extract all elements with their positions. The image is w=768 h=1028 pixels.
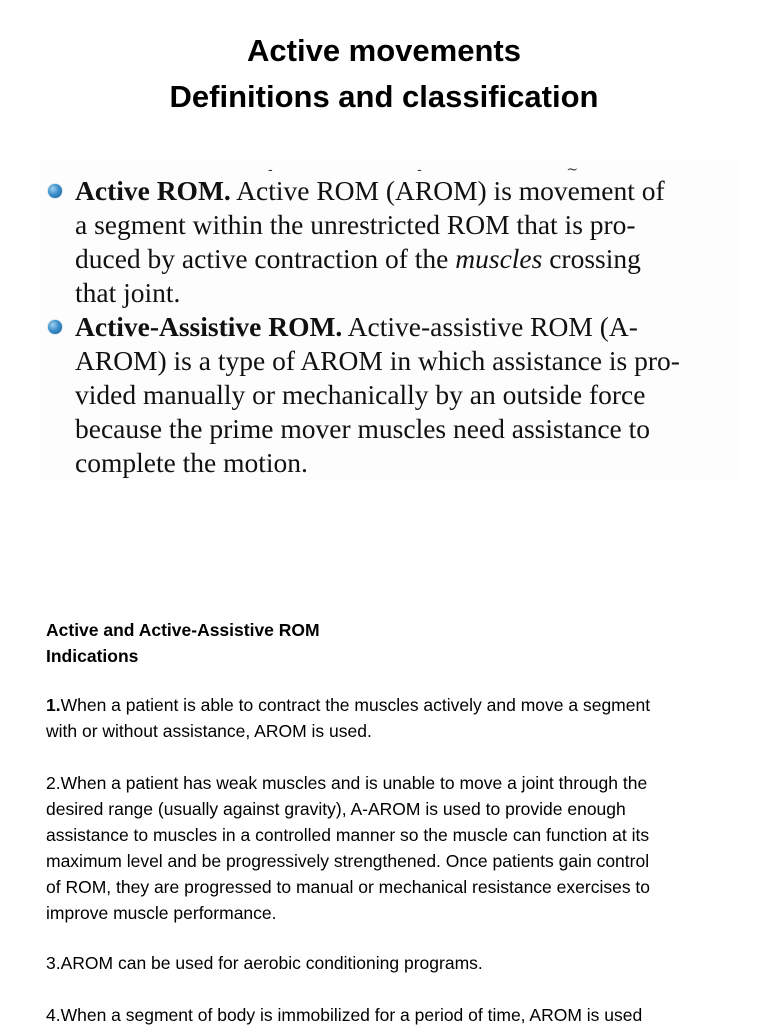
bullet-icon <box>48 320 62 334</box>
definition-line: because the prime mover muscles need assistance to <box>75 413 651 444</box>
section-heading <box>46 617 746 669</box>
section-heading-line-2: Indications <box>46 646 139 666</box>
definition-line: Active ROM (AROM) is movement of <box>230 175 665 206</box>
definition-line: complete the motion. <box>75 447 308 478</box>
title-line-1: Active movements <box>247 33 521 68</box>
title-line-2: Definitions and classification <box>169 79 599 114</box>
definition-text <box>75 310 735 480</box>
scan-stray-marks: - - ~ <box>268 162 649 178</box>
bullet-icon <box>48 184 62 198</box>
definition-line: AROM) is a type of AROM in which assistance is pro- <box>75 345 680 376</box>
definition-line: vided manually or mechanically by an outside force <box>75 379 646 410</box>
paragraph-line: with or without assistance, AROM is used. <box>46 721 372 741</box>
indication-paragraph-2 <box>46 770 746 926</box>
definition-text <box>75 174 735 310</box>
indication-paragraph-3 <box>46 950 746 976</box>
definition-line: crossing <box>542 243 641 274</box>
page-title <box>0 28 768 120</box>
paragraph-line: maximum level and be progressively strengthened. Once patients gain control <box>46 851 650 871</box>
definition-term: Active-Assistive ROM. <box>75 311 343 342</box>
paragraph-number: 1. <box>46 695 61 715</box>
definition-term: Active ROM. <box>75 175 231 206</box>
definition-line: a segment within the unrestricted ROM that is pro- <box>75 209 636 240</box>
section-heading-line-1: Active and Active-Assistive ROM <box>46 620 320 640</box>
indication-paragraph-1 <box>46 692 746 744</box>
indication-paragraph-4 <box>46 1002 746 1028</box>
definition-line: duced by active contraction of the <box>75 243 456 274</box>
definition-line: Active-assistive ROM (A- <box>342 311 638 342</box>
scanned-textbook-excerpt <box>40 160 740 480</box>
paragraph-line: 2.When a patient has weak muscles and is unable to move a joint through the <box>46 773 648 793</box>
definition-emphasis: muscles <box>455 243 543 274</box>
definition-line: that joint. <box>75 277 181 308</box>
paragraph-line: When a patient is able to contract the muscles actively and move a segment <box>60 695 651 715</box>
paragraph-line: assistance to muscles in a controlled manner so the muscle can function at its <box>46 825 650 845</box>
paragraph-line: desired range (usually against gravity), A-AROM is used to provide enough <box>46 799 626 819</box>
paragraph-line: 3.AROM can be used for aerobic conditioning programs. <box>46 953 483 973</box>
paragraph-line: of ROM, they are progressed to manual or mechanical resistance exercises to <box>46 877 651 897</box>
paragraph-line: 4.When a segment of body is immobilized for a period of time, AROM is used <box>46 1005 643 1025</box>
paragraph-line: improve muscle performance. <box>46 903 277 923</box>
